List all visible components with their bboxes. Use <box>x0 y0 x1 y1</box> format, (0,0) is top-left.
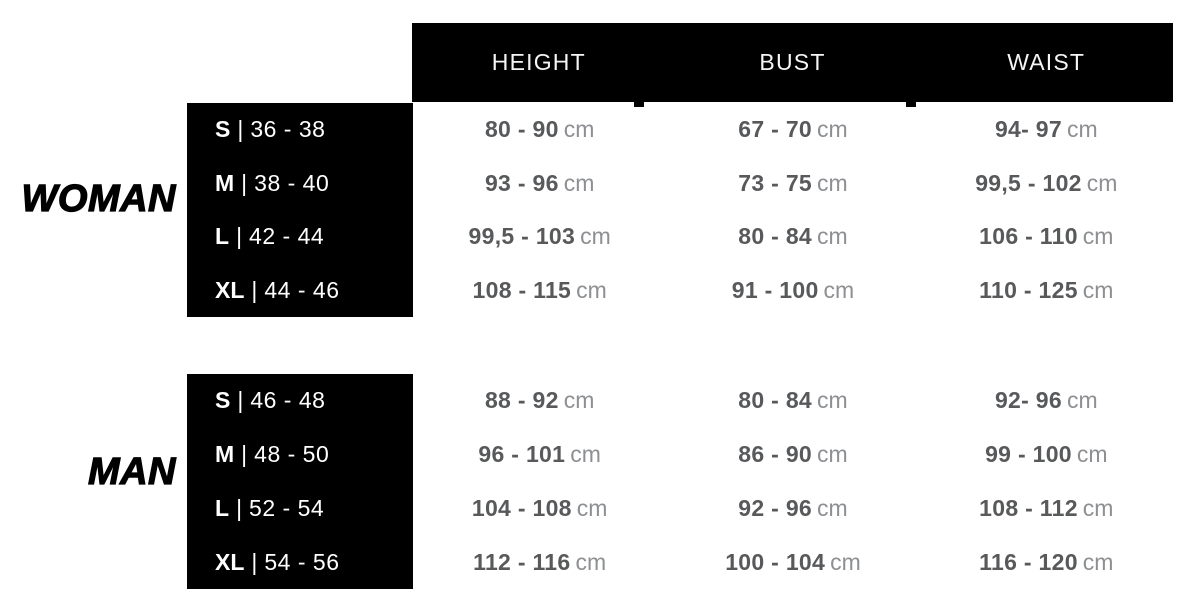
unit-label: cm <box>830 548 861 575</box>
unit-label: cm <box>1086 169 1118 196</box>
height-value: 108 - 115 <box>472 276 572 303</box>
waist-value: 92- 96 <box>994 387 1062 414</box>
table-row <box>187 210 1173 264</box>
size-cell <box>187 170 413 197</box>
size-separator: | <box>241 169 248 196</box>
size-label: XL <box>215 548 245 575</box>
size-separator: | <box>236 494 243 521</box>
size-eu-range: 46 - 48 <box>250 387 326 414</box>
bust-cell <box>666 387 919 414</box>
unit-label: cm <box>1082 494 1114 521</box>
waist-cell <box>920 170 1173 197</box>
size-label: L <box>215 494 230 521</box>
size-label: XL <box>215 276 245 303</box>
size-eu-range: 36 - 38 <box>250 116 326 143</box>
bust-value: 80 - 84 <box>738 223 813 250</box>
size-label: L <box>215 223 230 250</box>
waist-cell <box>920 116 1173 143</box>
bust-cell <box>666 116 919 143</box>
group-label-man: MAN <box>87 451 176 493</box>
height-cell <box>413 223 666 250</box>
unit-label: cm <box>576 276 607 303</box>
waist-value: 116 - 120 <box>979 548 1078 575</box>
group-label-woman: WOMAN <box>21 178 176 220</box>
waist-cell <box>920 441 1173 468</box>
bust-cell <box>666 441 919 468</box>
height-value: 96 - 101 <box>478 441 566 468</box>
table-row <box>187 157 1173 211</box>
size-eu-range: 42 - 44 <box>249 223 325 250</box>
unit-label: cm <box>580 223 611 250</box>
column-header-bust: BUST <box>759 49 826 75</box>
unit-label: cm <box>817 223 848 250</box>
height-value: 80 - 90 <box>484 116 559 143</box>
table-row <box>187 482 1173 536</box>
waist-cell <box>920 495 1173 522</box>
table-row <box>187 535 1173 589</box>
height-cell <box>413 387 666 414</box>
size-label: M <box>215 169 235 196</box>
waist-value: 110 - 125 <box>979 276 1078 303</box>
unit-label: cm <box>1066 387 1098 414</box>
waist-value: 106 - 110 <box>979 223 1078 250</box>
unit-label: cm <box>563 116 595 143</box>
size-cell <box>187 277 413 304</box>
waist-value: 99 - 100 <box>985 441 1072 468</box>
size-eu-range: 38 - 40 <box>254 169 330 196</box>
bust-value: 100 - 104 <box>725 548 826 575</box>
waist-value: 94- 97 <box>994 116 1062 143</box>
height-value: 99,5 - 103 <box>468 223 576 250</box>
size-label: S <box>215 116 231 143</box>
size-cell <box>187 387 413 414</box>
size-cell <box>187 441 413 468</box>
table-row <box>187 428 1173 482</box>
height-cell <box>413 277 666 304</box>
bust-cell <box>666 277 919 304</box>
unit-label: cm <box>1082 548 1114 575</box>
table-header <box>412 23 1173 102</box>
column-header-waist: WAIST <box>1007 49 1086 75</box>
waist-cell <box>920 549 1173 576</box>
height-cell <box>413 495 666 522</box>
size-eu-range: 44 - 46 <box>264 276 340 303</box>
bust-value: 73 - 75 <box>738 169 813 196</box>
size-label: S <box>215 387 231 414</box>
unit-label: cm <box>576 494 608 521</box>
table-row <box>187 374 1173 428</box>
height-value: 93 - 96 <box>484 169 559 196</box>
size-eu-range: 48 - 50 <box>254 441 330 468</box>
size-cell <box>187 116 413 143</box>
unit-label: cm <box>1066 116 1098 143</box>
height-cell <box>413 549 666 576</box>
unit-label: cm <box>1082 223 1114 250</box>
waist-cell <box>920 223 1173 250</box>
height-value: 104 - 108 <box>471 494 572 521</box>
waist-cell <box>920 277 1173 304</box>
size-separator: | <box>241 441 248 468</box>
unit-label: cm <box>817 494 848 521</box>
table-row <box>187 264 1173 318</box>
man-size-table <box>187 374 1173 589</box>
bust-value: 67 - 70 <box>738 116 813 143</box>
unit-label: cm <box>570 441 601 468</box>
size-label: M <box>215 441 235 468</box>
bust-cell <box>666 549 919 576</box>
waist-cell <box>920 387 1173 414</box>
waist-value: 99,5 - 102 <box>975 169 1082 196</box>
size-separator: | <box>251 548 258 575</box>
size-eu-range: 52 - 54 <box>249 494 325 521</box>
unit-label: cm <box>823 276 855 303</box>
waist-value: 108 - 112 <box>979 494 1078 521</box>
unit-label: cm <box>817 169 848 196</box>
woman-size-table <box>187 103 1173 317</box>
unit-label: cm <box>817 441 848 468</box>
bust-value: 86 - 90 <box>738 441 813 468</box>
height-cell <box>413 170 666 197</box>
size-cell <box>187 495 413 522</box>
unit-label: cm <box>1082 276 1114 303</box>
height-cell <box>413 441 666 468</box>
height-cell <box>413 116 666 143</box>
unit-label: cm <box>1076 441 1108 468</box>
size-cell <box>187 549 413 576</box>
unit-label: cm <box>817 116 848 143</box>
table-row <box>187 103 1173 157</box>
bust-cell <box>666 495 919 522</box>
column-header-height: HEIGHT <box>491 49 586 75</box>
bust-cell <box>666 170 919 197</box>
bust-value: 91 - 100 <box>731 276 819 303</box>
height-value: 88 - 92 <box>484 387 559 414</box>
size-cell <box>187 223 413 250</box>
bust-value: 80 - 84 <box>738 387 813 414</box>
size-eu-range: 54 - 56 <box>264 548 340 575</box>
size-separator: | <box>236 223 243 250</box>
unit-label: cm <box>563 387 595 414</box>
size-separator: | <box>251 276 258 303</box>
bust-value: 92 - 96 <box>738 494 813 521</box>
height-value: 112 - 116 <box>473 548 571 575</box>
size-separator: | <box>237 387 244 414</box>
unit-label: cm <box>817 387 848 414</box>
unit-label: cm <box>563 169 595 196</box>
bust-cell <box>666 223 919 250</box>
size-separator: | <box>237 116 244 143</box>
unit-label: cm <box>575 548 607 575</box>
